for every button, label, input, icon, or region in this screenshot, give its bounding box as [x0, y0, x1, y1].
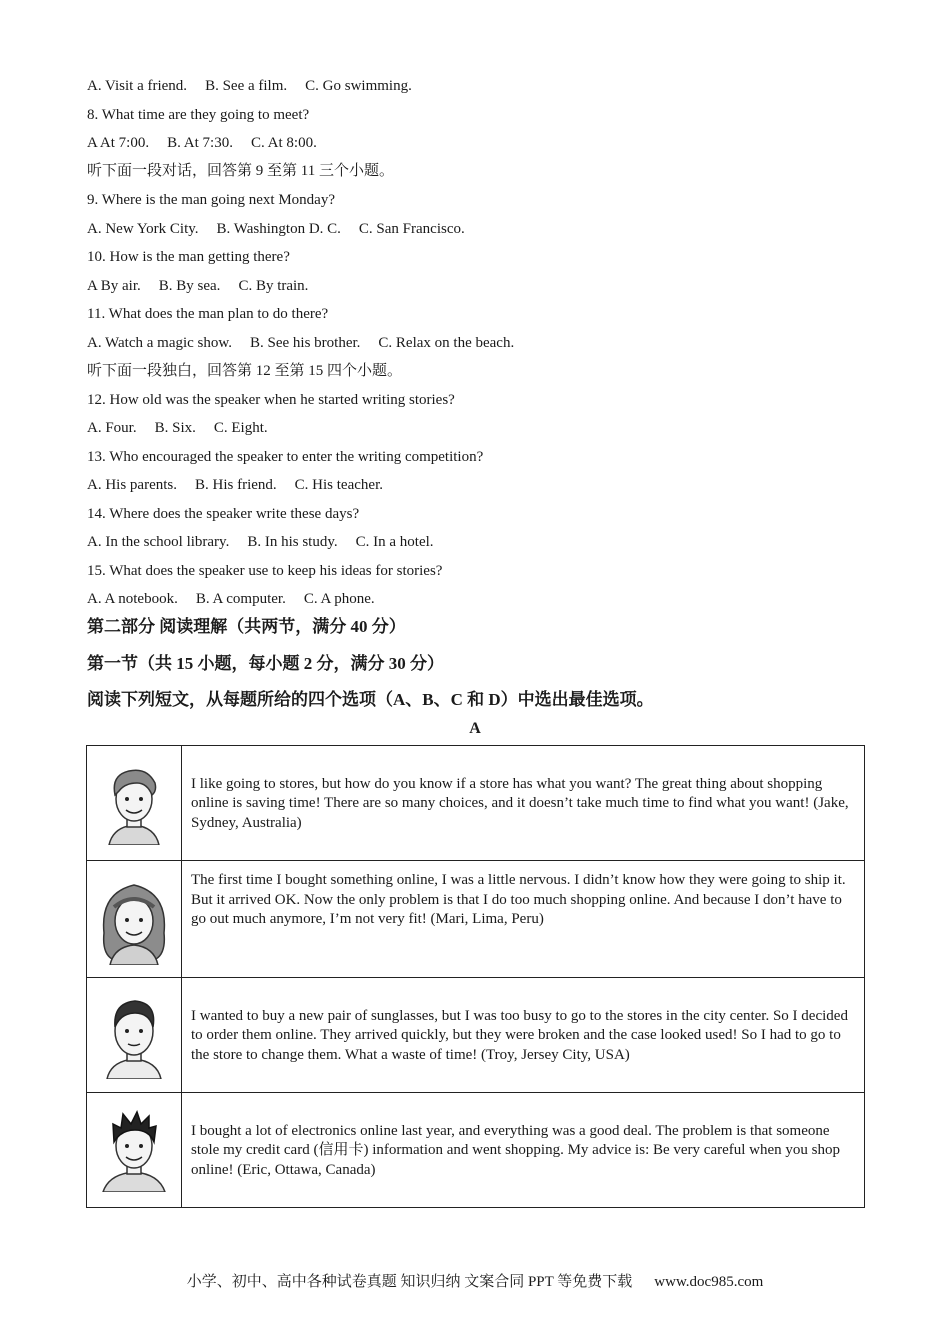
part2-heading: 第二部分 阅读理解（共两节，满分 40 分） — [87, 617, 406, 636]
option: A. Visit a friend. — [87, 78, 188, 94]
option: A At 7:00. — [87, 135, 150, 151]
q10-options — [87, 276, 326, 296]
avatar — [87, 861, 182, 978]
option: A. Four. — [87, 420, 137, 436]
question: 11. What does the man plan to do there? — [87, 306, 329, 322]
option: A. Watch a magic show. — [87, 335, 233, 351]
boy-curly-hair-icon — [99, 761, 169, 845]
review-text: I like going to stores, but how do you know if a store has what you want? The great thing about shopping online is saving time! There are so many choices, and it doesn’t take much time to find what you want! (Jake, Sydney, Australia) — [182, 746, 865, 861]
boy-short-hair-icon — [99, 991, 169, 1079]
reviews-table — [86, 745, 865, 1208]
footer-text: 小学、初中、高中各种试卷真题 知识归纳 文案合同 PPT 等免费下载 — [186, 1274, 633, 1290]
option: C. His teacher. — [294, 477, 383, 493]
option: B. Six. — [154, 420, 196, 436]
option: A. His parents. — [87, 477, 177, 493]
avatar — [87, 978, 182, 1093]
question: 10. How is the man getting there? — [87, 249, 290, 265]
option: C. Go swimming. — [305, 78, 412, 94]
footer-link[interactable]: www.doc985.com — [654, 1274, 764, 1290]
option: B. His friend. — [195, 477, 277, 493]
option: B. A computer. — [195, 591, 286, 607]
table-row — [87, 978, 865, 1093]
question: 8. What time are they going to meet? — [87, 107, 310, 123]
option: C. A phone. — [303, 591, 375, 607]
option: A. In the school library. — [87, 534, 230, 550]
option: C. Eight. — [213, 420, 268, 436]
q14-options — [87, 532, 452, 552]
q7-options — [87, 76, 430, 96]
reading-instructions: 阅读下列短文，从每题所给的四个选项（A、B、C 和 D）中选出最佳选项。 — [87, 690, 654, 709]
option: C. Relax on the beach. — [378, 335, 515, 351]
option: A. New York City. — [87, 221, 199, 237]
avatar — [87, 1093, 182, 1208]
review-text: I bought a lot of electronics online last year, and everything was a good deal. The problem is that someone stole my credit card (信用卡) information and went shopping. My advice is: Be very careful when you shop online! (Eric, Ottawa, Canada) — [182, 1093, 865, 1208]
passage-label: A — [469, 720, 481, 737]
option: B. At 7:30. — [167, 135, 233, 151]
question: 14. Where does the speaker write these days? — [87, 506, 360, 522]
table-row — [87, 861, 865, 978]
option: B. In his study. — [247, 534, 338, 550]
table-row — [87, 746, 865, 861]
q9-options — [87, 219, 483, 239]
q15-options — [87, 589, 393, 609]
question: 13. Who encouraged the speaker to enter the writing competition? — [87, 449, 484, 465]
section1-heading: 第一节（共 15 小题，每小题 2 分，满分 30 分） — [87, 654, 444, 673]
option: C. By train. — [238, 278, 309, 294]
question: 12. How old was the speaker when he started writing stories? — [87, 392, 455, 408]
table-row — [87, 1093, 865, 1208]
question: 9. Where is the man going next Monday? — [87, 192, 335, 208]
option: C. In a hotel. — [355, 534, 434, 550]
option: C. At 8:00. — [250, 135, 317, 151]
review-text: The first time I bought something online, I was a little nervous. I didn’t know how they were going to ship it. But it arrived OK. Now the only problem is that I do too much shopping online. And because I don’t have to go out much anymore, I’m not very fit! (Mari, Lima, Peru) — [182, 861, 865, 978]
option: A. A notebook. — [87, 591, 178, 607]
footer — [0, 1270, 950, 1291]
q13-options — [87, 475, 401, 495]
review-text: I wanted to buy a new pair of sunglasses, but I was too busy to go to the stores in the city center. So I decided to order them online. They arrived quickly, but they were broken and the case looked used! So I had to go to the store to change them. What a waste of time! (Troy, Jersey City, USA) — [182, 978, 865, 1093]
q8-options — [87, 133, 335, 153]
option: B. See his brother. — [250, 335, 361, 351]
option: B. By sea. — [158, 278, 221, 294]
instruction: 听下面一段独白，回答第 12 至第 15 四个小题。 — [87, 363, 403, 379]
girl-headband-icon — [96, 873, 172, 965]
boy-spiky-hair-icon — [99, 1108, 169, 1192]
option: C. San Francisco. — [358, 221, 465, 237]
instruction: 听下面一段对话，回答第 9 至第 11 三个小题。 — [87, 163, 394, 179]
q11-options — [87, 333, 532, 353]
avatar — [87, 746, 182, 861]
option: B. Washington D. C. — [216, 221, 341, 237]
q12-options — [87, 418, 286, 438]
question: 15. What does the speaker use to keep his ideas for stories? — [87, 563, 443, 579]
option: B. See a film. — [205, 78, 288, 94]
option: A By air. — [87, 278, 141, 294]
